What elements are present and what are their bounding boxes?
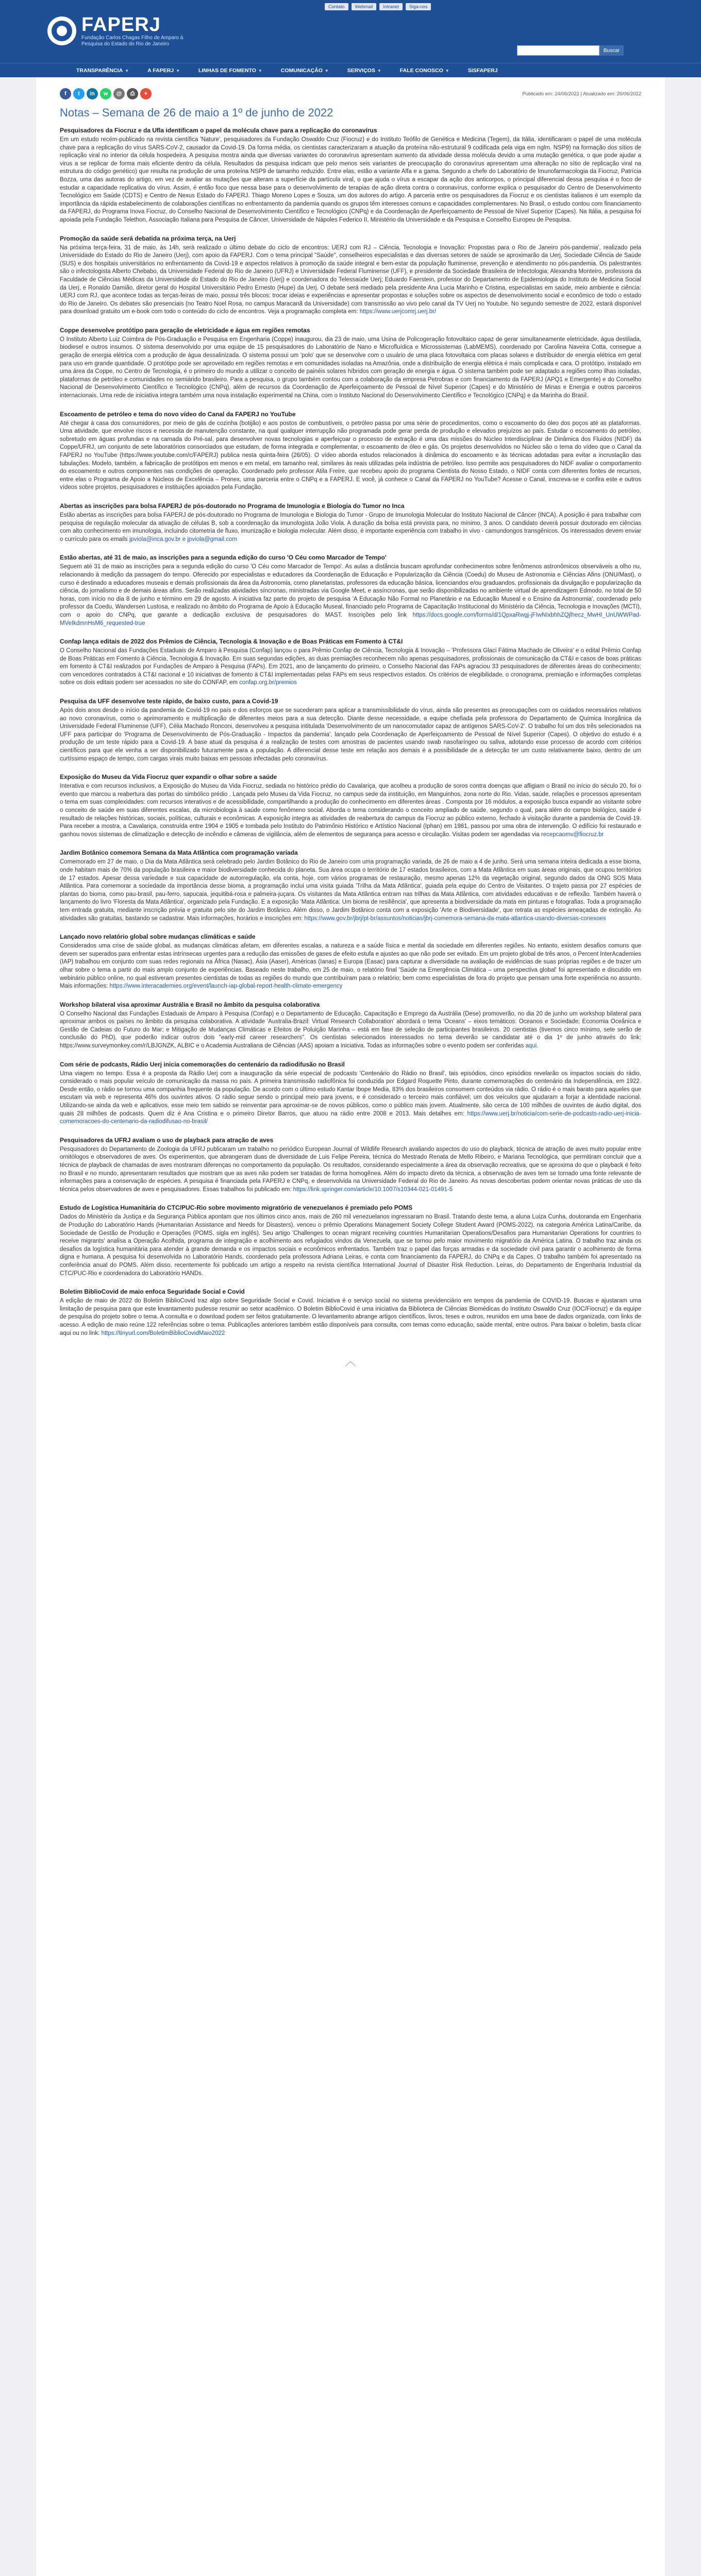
news-item-body — [60, 563, 641, 628]
main-nav — [0, 63, 701, 77]
news-item-text: Considerados uma crise de saúde global, as mudanças climáticas afetam, em diferentes escalas, a natureza e a saúde física e mental da sociedade em diferentes regiões. No entanto, existem desafios comuns que devem ser superados para enfrentar estas intrínsecas urgentes para a redução das emissões de gases de efeito estufa e ajustes ao que não pode ser evitado. Em um projeto global de três anos, o Percent InterAcademies (IAP) trabalhou em conjunto com suas redes regionais na África (Nasac), Ásia (Aaser), Américas (Ianas) e Europa (Easac) para capturar a diversidade na avaliação de evidências de suas próprias regiões e de trazer um olhar sobre o tema a partir do mais amplo conjunto de experiências. Baseado neste trabalho, em 25 de maio, o relatório final 'Saúde na Emergência Climática – uma perspectiva global' foi apresentado e discutido em webinário público online, no qual estiveram presentes cientistas de todas as regiões do mundo que contribuíram para o relatório; bem como especialistas de fora do projeto que pensam uma forte experiência no assunto. Mais informações: — [60, 943, 641, 990]
news-item — [60, 933, 641, 991]
news-item-title: Exposição do Museu da Vida Fiocruz quer expandir o olhar sobre a saúde — [60, 773, 277, 781]
news-item-text: Estão abertas as inscrições para bolsa FAPERJ de pós-doutorado no Programa de Imunologia e Biologia do Tumor - Grupo de Imunologia Molecular do Instituto Nacional de Câncer (INCA). A posição é para trabalhar com pesquisa de regulação molecular da ativação de células B, sob a coordenação da imunologista João Viola. A duração da bolsa está prevista para, no mínimo, 3 anos. O candidato deverá possuir doutorado em ciências com alto conhecimento em imunologia, incluindo citometria de fluxo, imunização e biologia molecular. Além disso, é importante experiência com trabalho in vivo - camundongos transgênicos. Os interessados devem enviar o currículo para os emails — [60, 512, 641, 543]
nav-item-label: SERVIÇOS — [347, 67, 375, 74]
news-item-title: Pesquisa da UFF desenvolve teste rápido, de baixo custo, para a Covid-19 — [60, 698, 278, 705]
news-item-body — [60, 1213, 641, 1278]
news-item-body — [60, 1070, 641, 1126]
news-item — [60, 1288, 641, 1337]
news-item — [60, 1204, 641, 1278]
news-item-text: Pesquisadores do Departamento de Zoologia da UFRJ publicaram um trabalho no periódico European Journal of Wildlife Research avaliando aspectos do uso do playback, técnica de atração de aves muito popular entre ornitólogos e observadores de aves. Os experimentos, que abrangeram duas de diversidade de Luis Felipe Pereira, técnica do Mestrado Renata de Mello Ribeiro, e Mariana Tecnológica, que permitiram concluir que a técnica de playback de chamadas de aves mostraram diferenças no comportamento da população. Os resultados, considerando especialmente a área da observação recreativa, que se aproxima do que o playback é feito no Brasil e no mundo, apresentaram resultados que mostram que as aves não podem ser tratadas de forma homogênea. Além do impacto direto da técnica, a observação de aves tem se tornado uma fonte relevante de informações para a conservação de espécies. A pesquisa é financiada pela FAPERJ e CNPq, e desenvolvida na Universidade Federal do Rio de Janeiro. As novas descobertas podem orientar novas práticas de uso da técnica pelos observadores de aves e pesquisadores. Essas trabalhos foi publicado em: — [60, 1146, 641, 1193]
news-item — [60, 327, 641, 400]
news-item — [60, 638, 641, 687]
print-icon[interactable]: ⎙ — [127, 88, 138, 99]
news-item-body — [60, 1297, 641, 1337]
news-item-text: Na próxima terça-feira, 31 de maio, às 14h, será realizado o último debate do ciclo de encontros: UERJ com RJ – Ciência, Tecnologia e Inovação: Propostas para o Rio de Janeiro pós-pandemia', realizado pela Universidade do Estado do Rio de Janeiro (Uerj), com apoio da FAPERJ. Com o tema principal "Saúde", conselheiros especialistas e das diversas setores de saúde se aproximarão da Uerj, Sociedade Ciência de Saúde (SUS) e dos hospitais universitários no enfrentamento da Covid-19 e aspectos relativos à promoção da saúde integral e bem-estar da população fluminense, prevenção e atendimento no pós-pandemia. Os palestrantes são o infectologista Alberto Chebabo, da Universidade Federal do Rio de Janeiro (UFRJ) e Universidade Federal Fluminense (UFF), e presidente da Sociedade Brasileira de Infectologia; Alexandra Monteiro, professora da Faculdade de Ciências Médicas da Universidade do Estado do Rio de Janeiro (Uerj) e coordenadora do Telessaúde Uerj; Eduardo Faerstein, professor do Departamento de Epidemiologia do Instituto de Medicina Social da Uerj, e Ronaldo Damião, diretor geral do Hospital Universitário Pedro Ernesto (Hupe) da Uerj. O debate será mediado pela presidente Ana Lucia Marinho e Cristina, especialistas em saúde, meio ambiente e ciência: UERJ com RJ, que acontece todas as terças-feiras de maio, possui três blocos: trocar ideias e experiências e apresentar propostas e soluções sobre os aspectos de desenvolvimento social e econômico de todo o estado do Rio de Janeiro. Os debates são presenciais (no Teatro Noel Rosa, no campus Maracanã da Universidade) com transmissão ao vivo pelo canal da TV Uerj no Youtube. No segundo semestre de 2022, estará disponível para download gratuito um e-book com todo o conteúdo do ciclo de encontros. Veja a programação completa em: — [60, 244, 641, 315]
search-box — [517, 45, 624, 56]
news-item-title: Workshop bilateral visa aproximar Austrália e Brasil no âmbito da pesquisa colaborativa — [60, 1001, 320, 1008]
news-item-body — [60, 420, 641, 492]
nav-item-a-faperj[interactable] — [138, 63, 189, 78]
news-item-title: Boletim BiblioCovid de maio enfoca Seguridade Social e Covid — [60, 1288, 245, 1296]
news-item-text: Em um estudo recém-publicado na revista científica 'Nature', pesquisadores da Fundação Oswaldo Cruz (Fiocruz) e do Instituto Teófilo de Genética e Medicina (Tegem), da Itália, identificaram o papel de uma molécula chave para a replicação do vírus SARS-CoV-2, causador da Covid-19. Da forma média, os cientistas caracterizaram a atuação da proteína não-estrutural 9 codificada pela viga em nglm. NSP9) na formação dos sítios de replicação viral no interior da célula hospedeira. A pesquisa mostra ainda que diversas variantes do coronavírus apresentam aumento da atividade dessa molécula devido a uma mutação genética, o que pode ajudar a virus a se replicar de forma mais eficiente dentro da célula. Resultados da pesquisa indicam que pelo menos seis variantes de preocupação do coronavírus apresentam uma alteração no sítio de replicação viral na estrutura do código genético) que resulta na produção de uma proteína NSP9 de tamanho reduzido. Entre elas, estão a variante Alfa e a gama. Segundo a chefe do Laboratório de Imunofarmacologia da Fiocruz, Patrícia Bozza, uma das autoras do artigo, em vez de avaliar as mutações que alteram a superfície da partícula viral, o que ajuda o vírus a escapar da ação dos anticorpos, o principal diferencial dessa pesquisa é o foco de estudar a capacidade replicativa do vírus. Assim, é então foco que nessa base para o desenvolvimento de terapias de ação direta contra o coronavírus, conforme explica o pesquisador do Centro de Desenvolvimento Tecnológico em Saúde (CDTS) e Centro de Nexus Estado do FAPERJ. Thiago Moreno Lopes e Souza, um dos autores do artigo. A parceria entre os pesquisadores da Fiocruz e os cientistas italianos é um exemplo da importância da rápida estabelecimento de colaborações científicas no enfrentamento da pandemia quando os grupos têm interesses comuns e capacidades complementares. No Brasil, o estudo contou com financiamento da FAPERJ, do Programa Inova Fiocruz, do Conselho Nacional de Desenvolvimento Científico e Tecnológico (CNPq) e da Coordenação de Aperfeiçoamento de Pessoal de Nível Superior (Capes). Na Itália, a pesquisa foi apoiada pela Fundação Telethon, Associação Italiana para Pesquisa de Câncer, Universidade de Nápoles Federico II, Ministério da Universidade e da Pesquisa e Conselho Europeu de Pesquisa. — [60, 137, 641, 223]
news-item-title: Com série de podcasts, Rádio Uerj inicia comemorações do centenário da radiodifusão no Brasil — [60, 1060, 345, 1068]
news-item-body — [60, 783, 641, 839]
news-item-body — [60, 244, 641, 316]
news-item-link[interactable]: confap.org.br/premios — [239, 680, 297, 686]
publish-info: Publicado em: 24/06/2022 | Atualizado em: 25/06/2022 — [522, 91, 641, 97]
nav-item-linhas-de-fomento[interactable] — [189, 63, 272, 78]
meta-row — [60, 87, 641, 101]
news-item — [60, 411, 641, 492]
news-item — [60, 698, 641, 763]
site-logo[interactable] — [47, 14, 200, 47]
chevron-down-icon: ▼ — [125, 68, 129, 73]
news-item-link[interactable]: https://tinyurl.com/BoletimBiblioCovidMaio2022 — [101, 1330, 225, 1336]
news-item-title: Lançado novo relatório global sobre mudanças climáticas e saúde — [60, 933, 256, 941]
news-item-body — [60, 707, 641, 763]
nav-item-comunicacao[interactable] — [272, 63, 338, 78]
nav-item-label: COMUNICAÇÃO — [280, 67, 323, 74]
news-item-text: O Conselho Nacional das Fundações Estaduais de Amparo à Pesquisa (Confap) e o Departamento de Educação, Capacitação e Emprego da Austrália (Dese) promoverão, no dia 20 de junho um workshop bilateral para aproximar ambos os países no âmbito da pesquisa colaborativa. A atividade 'Australia-Brazil: Virtual Research Collaboration' abordará o tema 'Oceans' – eixos temáticos: Oceanos e Sociedade; Economia Oceânica e Gestão de Cadeias do Futuro do Mar; e Mitigação de Mudanças Climáticas e Efeitos de Poluição Marinha – está em fase de seleção de participantes brasileiros. 20 cientistas (tivemos cinco mínimo, sete serão de conclusão do PhD), que poderão indicar outros dois "early-mid career researchers". Os cientistas selecionados interessados no tema deverão se candidatar até o dia 1º de junho através do link: https://www.surveymonkey.com/r/LBJGNZK, ALBIC e o Academia Australiana de Ciências (AAS) apoiam a iniciativa. Todas as informações sobre o evento podem ser conferidas — [60, 1010, 641, 1049]
facebook-icon[interactable]: f — [60, 88, 71, 99]
news-item-title: Abertas as inscrições para bolsa FAPERJ de pós-doutorado no Programa de Imunologia e Biologia do Tumor no Inca — [60, 502, 405, 510]
news-item-text: Interativa e com recursos inclusivos, a Exposição do Museu da Vida Fiocruz, sediada no histórico prédio do Cavalariça, que acolheu a produção de soros contra doenças que afligiam o Brasil no início do século 20, foi o evento que marcou a reabertura das portas do simbólico prédio . Lançada pelo Museu da Vida Fiocruz, no campus sede da instituição, em Manguinhos, zona norte do Rio. Vidas, saúde, relações e processos apresentam o tema em suas complexidades: com recursos interativos e de acessibilidade, compartilhando a produção do conhecimento em diferentes áreas . Composta por 16 módulos, a exposição busca expandir ao visitante sobre o conceito de saúde em suas diferentes escalas, da microbiologia à saúde como fenômeno social. Aborda o tema considerando o conceito ampliado de saúde, segundo o qual, para além do campo biológico, saúde é resultado de relações históricas, sociais, políticas, culturais e econômicas. A exposição integra as atividades de reabertura do campus da Fiocruz ao público externo, fechado à visitação durante a pandemia de Covid-19. Para receber a mostra, a Cavalariça, construída entre 1904 e 1905 e tombada pelo Instituto do Patrimônio Histórico e Artístico Nacional (Iphan) em 1981, passou por uma obra de intervenção. O edifício foi restaurado e ganhou novos sistemas de climatização e detecção de incêndio e câmeras de vigilância, além de elementos de segurança para acesso e circulação. Visitas podem ser agendadas via — [60, 783, 641, 838]
news-item-title: Promoção da saúde será debatida na próxima terça, na Uerj — [60, 234, 236, 242]
nav-item-label: FALE CONOSCO — [399, 67, 443, 74]
share-icons — [60, 88, 152, 99]
nav-item-label: SISFAPERJ — [468, 67, 498, 74]
linkedin-icon[interactable]: in — [87, 88, 98, 99]
chevron-down-icon: ▼ — [258, 68, 262, 73]
share-icon[interactable]: + — [140, 88, 152, 99]
news-item-text: Até chegar à casa dos consumidores, por meio de gás de cozinha (botijão) e aos postos de combustíveis, o petróleo passa por uma série de procedimentos, como o escoamento do óleo dos poços até as plataformas. Uma atividade, que envolve riscos e necessita de manutenção constante, na qual qualquer interrupção não programada pode gerar perda de produção e elevados prejuízos ao país. Estudar o escoamento do petróleo, sobretudo em águas profundas e na camada do Pré-sal, para desenvolver novas tecnologias e aperfeiçoar o processo de extração é uma das missões do Núcleo Interdisciplinar de Dinâmica dos Fluidos (NIDF) da Coppe/UFRJ, um conjunto de sete laboratórios consorciados que estudam, de forma integrada e complementar, o escoamento de óleo e gás. Os projetos desenvolvidos no Núcleo são o tema do vídeo que o Canal da FAPERJ no YouTube (https://www.youtube.com/c/FAPERJ) publica nesta quinta-feira (26/05). O vídeo aborda estudos relacionados à dinâmica do escoamento e às técnicas adotadas para evitar a incrustação das tubulações. Modelo, também, a fabricação de protótipos em menos e em metal, em tamanho real, similares às reais utilizadas pela indústria de petróleo. Isso permite aos pesquisadores do NIDF avaliar o comportamento do escoamento e outros componentes nas condições de operação. Coordenado pelo professor Atila Freire, que recebeu apoio do programa Cientista do Nosso Estado, o NIDF conta com diferentes fontes de recursos, entre elas o Programa de Apoio a Núcleos de Excelência – Pronex, uma parceria entre o CNPq e a FAPERJ. E você, já conhece o Canal da FAPERJ no YouTube? Acesse o Canal, inscreva-se e confira este e outros vídeos sobre projetos, pesquisadores e instituições apoiados pela Fundação. — [60, 420, 641, 491]
news-item — [60, 1061, 641, 1126]
logo-text — [81, 14, 200, 47]
news-item-title: Estão abertas, até 31 de maio, as inscrições para a segunda edição do curso 'O Céu como Marcador de Tempo' — [60, 554, 387, 562]
news-item-body — [60, 136, 641, 225]
top-link-intranet[interactable]: Intranet — [379, 3, 403, 10]
news-item — [60, 235, 641, 316]
chevron-down-icon: ▼ — [445, 68, 449, 73]
news-item-link[interactable]: https://docs.google.com/forms/d/1QpxaRwgj-jFIwNIxbhhZQjlhecz_MwHI_UnUWWPad-MVeIkdmnHsM6_requested-true — [60, 612, 641, 626]
nav-item-label: A FAPERJ — [147, 67, 174, 74]
main-content — [36, 77, 665, 2576]
chevron-down-icon: ▼ — [324, 68, 329, 73]
news-item-link[interactable]: https://link.springer.com/article/10.1007/s10344-021-01491-5 — [293, 1186, 453, 1193]
top-link-siga-nos[interactable]: Siga-nos — [406, 3, 431, 10]
news-item — [60, 849, 641, 923]
nav-item-label: LINHAS DE FOMENTO — [198, 67, 256, 74]
news-item-link[interactable]: https://www.gov.br/jbrj/pt-br/assuntos/noticias/jbrj-comemora-semana-da-mata-atlantica-usando-diversas-conexoes — [304, 915, 606, 922]
news-item-text: O Conselho Nacional das Fundações Estaduais de Amparo à Pesquisa (Confap) lançou o para Prêmio Confap de Ciência, Tecnologia & Inovação – 'Professora Glaci Fátima Machado de Oliveira' e o edital Prêmio Confap de Boas Práticas em Fomento à Ciência, Tecnologia & Inovação. Em suas segundas edições, as duas premiações reconhecem não apenas pesquisadores, profissionais de comunicação da CT&I e casos de boas práticas em fomento à CT&I realizados por Fundações de Amparo à Pesquisa (FAPs). Em 2021, ano de lançamento do primeiro, o Conselho Nacional das FAPs agraciou 33 pesquisadores de diferentes áreas do conhecimento; com vencedores contratados à CT&I nacional e 10 iniciativas de fomento à CT&I implementadas pelas FAPs em seus respectivos estados. Os critérios de elegibilidade, o cronograma, premiação e informações completas sobre os dois editais podem ser acessados no site do CONFAP, em — [60, 648, 641, 686]
news-item — [60, 1137, 641, 1194]
news-item-title: Escoamento de petróleo e tema do novo vídeo do Canal da FAPERJ no YouTube — [60, 410, 296, 418]
news-item — [60, 1001, 641, 1050]
news-item-title: Jardim Botânico comemora Semana da Mata Atlântica com programação variada — [60, 849, 298, 857]
news-item-text: O Instituto Alberto Luiz Coimbra de Pós-Graduação e Pesquisa em Engenharia (Coppe) inaugurou, dia 23 de maio, uma Usina de Policogeração fotovoltaico capaz de gerar simultaneamente eletricidade, água destilada, biodiesel e outros insumos. O sistema desenvolvido por uma equipe de 15 pesquisadores do Laboratório de Nano e Microfluídica e Microssistemas (LabMEMS), coordenado por Carolina Naveira Cotta, consegue a geração de energia elétrica com a produção de água dessalinizada. O sistema possui um 'polo' que se desenvolve com o usuário de uma placa fotovoltaica com placas solares e distribuidor de energia elétrica em geral para uso em grande quantidade. O protótipo pode ser aproveitado em regiões remotas e em comunidades isoladas na Amazônia, onde a distribuição de energia elétrica é mais complicada e cara. O protótipo, instalado em uma área da Coppe, no Centro de Tecnologia, é o primeiro do mundo a utilizar o conceito de painéis solares híbridos com geração de energia e água. O sistema também pode ser adaptado a regiões como ilhas isoladas, plataformas de petróleo e comunidades no semiárido brasileiro. Para a pesquisa, o grupo também contou com a colaboração da empresa Petrobras e com financiamento da FAPERJ (APQ1 e Emergente) e do Conselho Nacional de Desenvolvimento Científico e Tecnológico (CNPq), além de recursos da Coordenação de Aperfeiçoamento de Pessoal de Nível Superior (Capes) e do Ministério de Minas e Energia e outros parceiros internacionais. Uma rede de iniciativa integra também uma nova instalação experimental na China, com o Instituto Nacional do Desenvolvimento Científico e Tecnológico (CNPq) e da Marinha do Brasil. — [60, 336, 641, 399]
news-item-body — [60, 647, 641, 687]
news-item-link[interactable]: jpviola@inca.gov.br e jpviola@gmail.com — [129, 536, 238, 543]
news-item-text: Comemorado em 27 de maio, o Dia da Mata Atlântica será celebrado pelo Jardim Botânico do Rio de Janeiro com uma programação variada, de 26 de maio a 4 de junho. Será uma semana inteira dedicada a esse bioma, onde habitam mais de 70% da população brasileira e maior biodiversidade conhecida do planeta. Sua área ocupa o território de 17 estados brasileiros, com a Mata Atlântica em suas áreas originais, que ocupou territórios de 17 estados. Apesar dessa variedade e sua capacidade de autorregulação, ela conta, hoje, com vários programas de restauração, mesmo apenas 12% da vegetação original, segundo dados da ONG SOS Mata Atlântica. Para comemorar a sociedade da importância desse bioma, a programação inclui uma visita guiada 'Trilha da Mata Atlântica', guiada pela equipe do Centro de Visitantes. O trajeto passa por 27 espécies de plantas do bioma, como pau-brasil, pau-ferro, sapucaia, jequitibá-rosa e palmeira-juçara. Os visitantes da Mata Atlântica entram nas trilhas da Mata Atlântica, com atividades educativas e de reflexão. Também haverá o lançamento do livro 'Floresta da Mata Atlântica', organizado pela Fundação. E a exposição 'Mata Atlântica: Um bioma de resiliência', que apresenta a biodiversidade da mata em pinturas e fotografias. Toda a programação tem entrada gratuita, mediante inscrição prévia e gratuita pelo site do Jardim Botânico. Além disso, o Jardim Botânico conta com a exposição 'Arte e Biodiversidade', que retrata as espécies ameaçadas de extinção. As atividades são gratuitas, bastando se cadastrar. Mais informações, horários e inscrições em: — [60, 859, 641, 922]
chevron-down-icon: ▼ — [176, 68, 180, 73]
news-item-body — [60, 512, 641, 544]
news-item-body — [60, 858, 641, 923]
news-item — [60, 502, 641, 544]
news-item-title: Pesquisadores da Fiocruz e da Ufla identificam o papel da molécula chave para a replicação do coronavírus — [60, 127, 377, 134]
articles-list — [60, 127, 641, 1337]
nav-inner — [36, 63, 665, 78]
page-title: Notas – Semana de 26 de maio a 1º de junho de 2022 — [60, 106, 333, 119]
top-link-contato[interactable]: Contato — [325, 3, 348, 10]
site-header — [0, 0, 701, 63]
news-item-text: Dados do Ministério da Justiça e da Segurança Pública apontam que nos últimos cinco anos, mais de 260 mil venezuelanos ingressaram no Brasil. Tratando deste tema, a aluna Luiza Cunha, doutoranda em Engenharia de Produção do Laboratório Hands (Humanitarian Assistance and Needs for Disasters), venceu o prêmio Operations Management Society College Student Award (POMS-2022), na categoria América Latina/Caribe, da Sociedade de Gestão de Produção e Operações (POMS, sigla em inglês). Seu artigo 'Challenges to ocean migrant receiving countries Humanitarian Operations/Desafios para Humanitarian Operations for countries to receive migrants' analisa a Operação Acolhida, programa de integração e acolhimento aos refugiados vindos da Venezuela, que se tornou pelo maior movimento migratório da América Latina. O trabalho traz ainda os desafios da logística humanitária para atender à grande demanda e os impactos sociais e econômicos enfrentados. Também traz o papel das forças armadas e da sociedade civil para garantir o acolhimento de forma digna e humana. A pesquisa foi desenvolvida no Laboratório Hands, coordenado pela professora Adriana Leiras, e conta com financiamento da FAPERJ, do CNPq e da Capes. O trabalho também foi apresentado na conferência anual do POMS. Além disso, recentemente foi publicado um artigo a respeito na revista científica International Journal of Disaster Risk Reduction. Leiras, do Departamento de Engenharia Industrial da CTC/PUC-Rio e coordenadora do Laboratório HANDs. — [60, 1214, 641, 1277]
top-links — [325, 3, 431, 10]
news-item-link[interactable]: recepcaomv@fiocruz.br — [541, 831, 604, 838]
back-to-top-icon[interactable]: ︿ — [344, 1355, 356, 1368]
news-item-text: Uma viagem no tempo. Essa é a proposta da Rádio Uerj com a inauguração da série especial de podcasts 'Centenário do Rádio no Brasil', tais episódios, cinco episódios revelarão os impactos sociais do rádio, considerado o mais popular veículo de comunicação da massa no país. A primeira transmissão radiofônica foi conduzida por Edgard Roquette Pinto, durante comemorações do centenário da Independência, em 1922. Desde então, o rádio se tornou uma companhia frequente da população. De acordo com o último estudo Kantar Ibope Media, 83% dos brasileiros consomem conteúdos via rádio. O rádio é o mais barato para aqueles que escutam via web e representa 46% dos ouvintes ativos. O rádio segue sendo o principal meio para jovens, e é considerado o terceiro mais confiável; um dos veículos que ajudaram a forjar a identidade nacional. Utilizando-se ainda da web e aplicativos, esse meio tem sabido se reinventar para aproximar-se de novos públicos, como o público mais jovem. Atualmente, são cerca de 100 milhões de ouvintes de áudio digital, dos quais 28 milhões de podcasts. Quem diz é Ana Cristina e o primeiro Diretor Barros, que atuou na rádio entre 2008 e 2013. Mais detalhes em: — [60, 1070, 641, 1117]
news-item-body — [60, 942, 641, 991]
nav-item-transparencia[interactable] — [67, 63, 138, 78]
whatsapp-icon[interactable]: w — [100, 88, 111, 99]
news-item — [60, 127, 641, 225]
news-item-body — [60, 1010, 641, 1050]
news-item-text: A edição de maio de 2022 do Boletim BiblioCovid traz algo sobre Seguridade Social e Covid. Iniciativa é o serviço social no sistema previdenciário em tempos da pandemia de COVID-19. Buscas e ajustaram uma limitação de pesquisa para que este levantamento pudesse resumir ao setor acadêmico. O Boletim BiblioCovid é uma iniciativa da Biblioteca de Ciências Biomédicas do Instituto Oswaldo Cruz (IOC/Fiocruz) e da equipe de pesquisa do projeto sobre o tema. A consulta e o download podem ser feitos gratuitamente. O levantamento abrange artigos científicos, livros, teses e outros, reunidos em uma base de dados organizada, com links de acesso. A edição de maio reúne 122 referências sobre o tema. Publicações anteriores também estão disponíveis para consulta, com temas como educação, saúde mental, entre outros. Para baixar o boletim, basta clicar aqui ou no link: — [60, 1298, 641, 1336]
chevron-down-icon: ▼ — [377, 68, 381, 73]
news-item-link[interactable]: https://www.uerj.br/noticia/com-serie-de-podcasts-radio-uerj-inicia-comemoracoes-do-centenario-da-radiodifusao-no-brasil/ — [60, 1110, 641, 1125]
news-item-link[interactable]: https://www.interacademies.org/event/launch-iap-global-report-health-climate-emergency — [109, 983, 343, 990]
logo-title: FAPERJ — [81, 14, 161, 36]
nav-item-servicos[interactable] — [338, 63, 391, 78]
news-item-text: Após dois anos desde o início da pandemia de Covid-19 no país e dos esforços que se sucederam para aplicar a transmissibilidade do vírus, ainda são presentes as preocupações com os cuidados necessários relativos ao novo coronavírus, como o aprimoramento e multiplicação de diferentes meios para a sua detecção. Diante desse necessidade, a equipe chefiada pela professora do Departamento de Química Inorgânica da Universidade Federal Fluminense (UFF), Célia Machado Ronconi, desenvolveu a pesquisa intitulada 'Desenvolvimento de um nanocomutador capaz de antígenos SARS-CoV-2'. O trabalho foi um dos três selecionados na UFF para participar do 'Programa de Desenvolvimento de Pós-Graduação - Impactos da pandemia', lançado pela Coordenação de Aperfeiçoamento de Pessoal de Nível Superior (Capes). O objetivo do estudo é a produção de um teste rápido para a Covid-19. A base atual da pesquisa é a realização de testes com amostras de pacientes usando swab nasofaríngeo ou saliva, adotando esse processo de acordo com critérios científicos para que ele venha a ser disponibilizado futuramente para a população. A diferencial desse teste em relação aos demais é a possibilidade de a detecção ter um custo relativamente baixo, dentro de um curtíssimo espaço de tempo, com cargas virais muito baixas em pessoas infectadas pelo coronavírus. — [60, 707, 641, 762]
news-item — [60, 773, 641, 839]
faperj-logo-icon — [47, 16, 76, 45]
news-item-body — [60, 336, 641, 400]
news-item-title: Estudo de Logística Humanitária do CTC/PUC-Rio sobre movimento migratório de venezuelanos é premiado pelo POMS — [60, 1204, 413, 1212]
twitter-icon[interactable]: t — [73, 88, 85, 99]
news-item-title: Coppe desenvolve protótipo para geração de eletricidade e água em regiões remotas — [60, 326, 310, 334]
logo-subtitle: Fundação Carlos Chagas Filho de Amparo à Pesquisa do Estado do Rio de Janeiro — [81, 35, 183, 47]
nav-item-fale-conosco[interactable] — [391, 63, 459, 78]
news-item-body — [60, 1146, 641, 1194]
search-button[interactable]: Buscar — [599, 45, 624, 56]
header-inner — [36, 0, 665, 63]
news-item-link[interactable]: aqui. — [525, 1043, 539, 1049]
news-item-text: Seguem até 31 de maio as inscrições para a segunda edição do curso 'O Céu como Marcador de Tempo'. As aulas a distância buscam aprofundar conhecimentos sobre fenômenos astronômicos observáveis a olho nu, relacionando à medição da passagem do tempo. Oferecido por especialistas e educadores da Coordenação de Educação e Popularização da Ciência (Coedu) do Museu de Astronomia e Ciências Afins (ONU/Mast), o curso é destinado a educadores museais e demais profissionais da área da Astronomia, como planetaristas, professores da educação básica, licenciandos e/ou graduandos, profissionais da divulgação e popularização da ciência, do jornalismo e de demais áreas afins. Serão realizadas atividades síncronas, ministradas via Google Meet, e assíncronas, que serão disponibilizadas no ambiente virtual de aprendizagem Edmodo, no total de 50 horas, com início no dia 8 de junho e término em 29 de agosto. A iniciativa faz parte do projeto de pesquisa 'A Educação Não Formal no Planetário e na Educação Museal e o Ensino da Astronomia', coordenado pelo professor da Coedu, Wandersen Lustosa, e realizado no âmbito do Programa de Apoio à Educação Museal, financiado pelo Programa de Capacitação Institucional do Ministério da Ciência, Tecnologia e Inovações (MCTI), com o apoio do CNPq, que garante a dedicação exclusiva de pesquisadores do MAST. Inscrições pelo link — [60, 564, 641, 618]
email-icon[interactable]: @ — [113, 88, 125, 99]
nav-item-sisfaperj[interactable] — [459, 63, 507, 78]
news-item-title: Confap lança editais de 2022 dos Prêmios de Ciência, Tecnologia & Inovação e de Boas Práticas em Fomento à CT&I — [60, 638, 403, 646]
news-item — [60, 554, 641, 628]
news-item-link[interactable]: https://www.uerjcomrj.uerj.br/ — [359, 309, 437, 315]
search-input[interactable] — [517, 45, 599, 56]
news-item-title: Pesquisadores da UFRJ avaliam o uso de playback para atração de aves — [60, 1136, 274, 1144]
top-link-webmail[interactable]: Webmail — [352, 3, 377, 10]
nav-item-label: TRANSPARÊNCIA — [76, 67, 123, 74]
